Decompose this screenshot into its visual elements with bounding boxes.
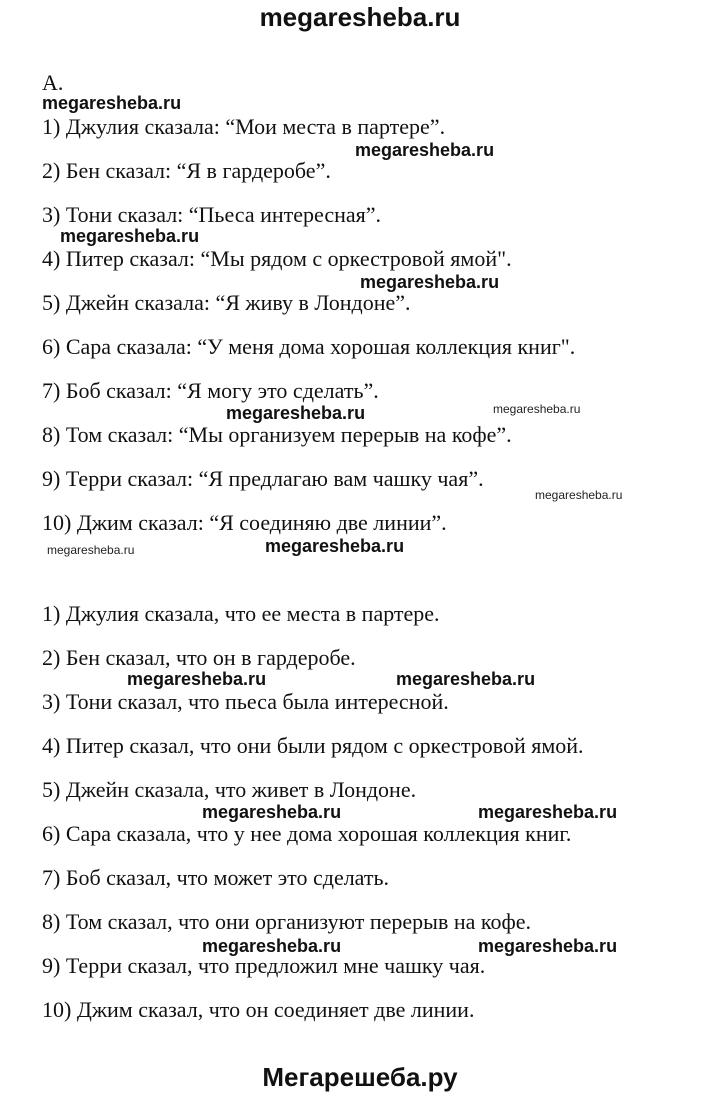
reported-line: 5) Джейн сказала, что живет в Лондоне. — [42, 777, 417, 802]
quote-line: 3) Тони сказал: “Пьеса интересная”. — [42, 202, 382, 227]
quote-line: 7) Боб сказал: “Я могу это сделать”. — [42, 378, 379, 403]
reported-line: 10) Джим сказал, что он соединяет две линии. — [42, 997, 475, 1022]
quote-line: 1) Джулия сказала: “Мои места в партере”. — [42, 114, 446, 139]
reported-line: 7) Боб сказал, что может это сделать. — [42, 865, 390, 890]
quote-line: 9) Терри сказал: “Я предлагаю вам чашку чая”. — [42, 466, 484, 491]
quote-line: 10) Джим сказал: “Я соединяю две линии”. — [42, 510, 447, 535]
watermark: megaresheba.ru — [396, 669, 536, 689]
watermark: megaresheba.ru — [265, 536, 405, 556]
section-label: A. — [42, 70, 64, 95]
quote-line: 5) Джейн сказала: “Я живу в Лондоне”. — [42, 290, 411, 315]
watermark: megaresheba.ru — [493, 402, 581, 416]
quote-line: 6) Сара сказала: “У меня дома хорошая коллекция книг". — [42, 334, 576, 359]
watermark: megaresheba.ru — [202, 936, 342, 956]
watermark: megaresheba.ru — [202, 802, 342, 822]
watermark: megaresheba.ru — [60, 226, 200, 246]
quote-line: 8) Том сказал: “Мы организуем перерыв на кофе”. — [42, 422, 512, 447]
watermark: megaresheba.ru — [42, 93, 182, 113]
reported-line: 1) Джулия сказала, что ее места в партере. — [42, 601, 440, 626]
reported-line: 2) Бен сказал, что он в гардеробе. — [42, 645, 356, 670]
reported-line: 6) Сара сказала, что у нее дома хорошая коллекция книг. — [42, 821, 572, 846]
watermark: megaresheba.ru — [478, 802, 618, 822]
watermark: megaresheba.ru — [47, 543, 135, 557]
watermark: megaresheba.ru — [226, 403, 366, 423]
site-header: megaresheba.ru — [259, 2, 461, 32]
watermark: megaresheba.ru — [127, 669, 267, 689]
quote-line: 4) Питер сказал: “Мы рядом с оркестровой ямой". — [42, 246, 512, 271]
watermark: megaresheba.ru — [478, 936, 618, 956]
watermark: megaresheba.ru — [535, 488, 623, 502]
reported-line: 4) Питер сказал, что они были рядом с оркестровой ямой. — [42, 733, 584, 758]
watermark: megaresheba.ru — [355, 140, 495, 160]
site-footer: Мегарешеба.ру — [262, 1062, 458, 1092]
watermark: megaresheba.ru — [360, 272, 500, 292]
reported-line: 8) Том сказал, что они организуют перерыв на кофе. — [42, 909, 531, 934]
reported-line: 9) Терри сказал, что предложил мне чашку чая. — [42, 953, 486, 978]
quote-line: 2) Бен сказал: “Я в гардеробе”. — [42, 158, 331, 183]
reported-line: 3) Тони сказал, что пьеса была интересной. — [42, 689, 449, 714]
